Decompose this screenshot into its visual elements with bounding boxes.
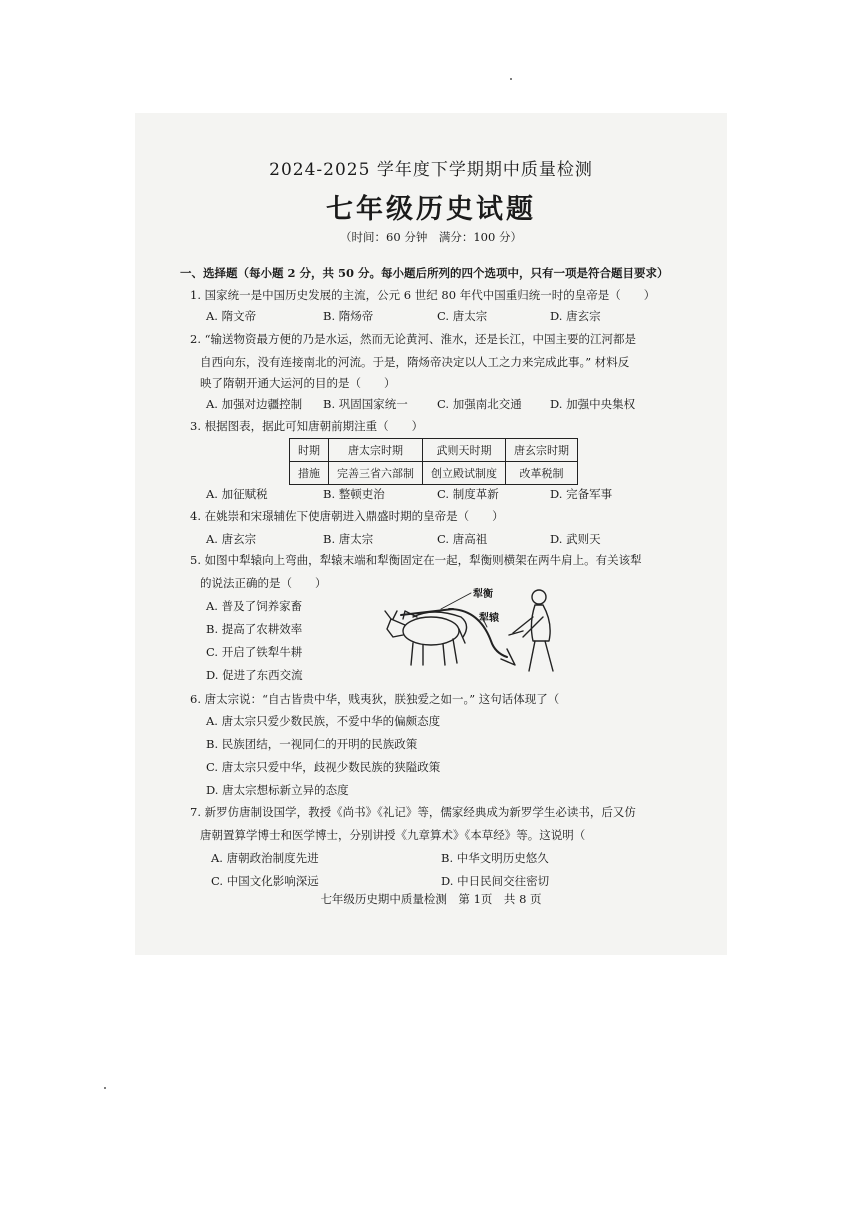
question-1-option-d: D. 唐玄宗 [550,309,601,323]
question-1-option-c: C. 唐太宗 [437,309,488,323]
scan-speck [104,1087,106,1089]
question-6-option-b: B. 民族团结，一视同仁的开明的民族政策 [206,737,418,751]
table-cell: 改革税制 [506,462,578,485]
question-5-option-b: B. 提高了农耕效率 [206,622,303,636]
question-3-table [289,438,578,485]
question-2-option-d: D. 加强中央集权 [550,397,636,411]
question-1-option-a: A. 隋文帝 [206,309,257,323]
question-4-option-c: C. 唐高祖 [437,532,488,546]
question-3-option-c: C. 制度革新 [437,487,499,501]
question-7-line-1: 7. 新罗仿唐制设国学，教授《尚书》《礼记》等，儒家经典成为新罗学生必读书，后又仿 [190,805,636,819]
table-cell: 唐太宗时期 [329,439,423,462]
table-cell: 时期 [290,439,329,462]
question-2-option-a: A. 加强对边疆控制 [206,397,303,411]
question-3-option-d: D. 完备军事 [550,487,613,501]
question-6-stem: 6. 唐太宗说：“自古皆贵中华，贱夷狄，朕独爱之如一。” 这句话体现了（ [190,692,560,706]
question-4-option-a: A. 唐玄宗 [206,532,257,546]
question-6-option-d: D. 唐太宗想标新立异的态度 [206,783,349,797]
exam-info: （时间：60 分钟 满分：100 分） [340,230,522,244]
question-3-option-b: B. 整顿吏治 [323,487,385,501]
exam-main-title: 七年级历史试题 [326,194,536,225]
table-cell: 唐玄宗时期 [506,439,578,462]
question-4-option-b: B. 唐太宗 [323,532,374,546]
exam-year-title: 2024-2025 学年度下学期期中质量检测 [269,160,593,180]
question-5-option-a: A. 普及了饲养家畜 [206,599,303,613]
farmer-head [532,590,546,604]
yoke-beam [401,609,453,615]
question-2-line-2: 自西向东，没有连接南北的河流。于是，隋炀帝决定以人工之力来完成此事。” 材料反 [200,355,630,369]
question-2-option-b: B. 巩固国家统一 [323,397,408,411]
question-3-option-a: A. 加征赋税 [206,487,268,501]
question-4-option-d: D. 武则天 [550,532,601,546]
question-3-stem: 3. 根据图表，据此可知唐朝前期注重（ ） [190,419,424,433]
question-1-option-b: B. 隋炀帝 [323,309,374,323]
question-2-line-3: 映了隋朝开通大运河的目的是（ ） [200,376,396,390]
question-7-option-d: D. 中日民间交往密切 [441,874,550,888]
ox-head [387,619,405,637]
question-5-line-1: 5. 如图中犁辕向上弯曲，犁辕末端和犁衡固定在一起，犁衡则横架在两牛肩上。有关该犁 [190,553,642,567]
table-cell: 创立殿试制度 [423,462,506,485]
ox-body [403,617,459,645]
question-2-option-c: C. 加强南北交通 [437,397,522,411]
question-6-option-c: C. 唐太宗只爱中华，歧视少数民族的狭隘政策 [206,760,441,774]
figure-label-yoke: 犁衡 [473,589,493,600]
scan-speck [510,78,512,80]
question-5-option-c: C. 开启了铁犁牛耕 [206,645,303,659]
section-heading: 一、选择题（每小题 2 分，共 50 分。每小题后所列的四个选项中，只有一项是符合题目要求） [180,266,669,280]
figure-label-beam: 犁辕 [479,613,499,624]
question-2-line-1: 2. “输送物资最方便的乃是水运，然而无论黄河、淮水，还是长江，中国主要的江河都是 [190,332,637,346]
question-5-line-2: 的说法正确的是（ ） [200,576,327,590]
question-7-line-2: 唐朝置算学博士和医学博士，分别讲授《九章算术》《本草经》等。这说明（ [200,828,586,842]
table-row [290,439,578,462]
table-cell: 完善三省六部制 [329,462,423,485]
page-footer: 七年级历史期中质量检测 第 1页 共 8 页 [320,892,542,906]
table-row [290,462,578,485]
question-6-option-a: A. 唐太宗只爱少数民族，不爱中华的偏颇态度 [206,714,441,728]
table-cell: 措施 [290,462,329,485]
question-7-option-b: B. 中华文明历史悠久 [441,851,549,865]
question-7-option-a: A. 唐朝政治制度先进 [211,851,319,865]
question-1-stem: 1. 国家统一是中国历史发展的主流，公元 6 世纪 80 年代中国重归统一时的皇帝是（ ） [190,288,656,302]
table-cell: 武则天时期 [423,439,506,462]
question-4-stem: 4. 在姚崇和宋璟辅佐下使唐朝进入鼎盛时期的皇帝是（ ） [190,509,504,523]
exam-page [135,113,727,955]
question-7-option-c: C. 中国文化影响深远 [211,874,319,888]
question-5-option-d: D. 促进了东西交流 [206,668,303,682]
